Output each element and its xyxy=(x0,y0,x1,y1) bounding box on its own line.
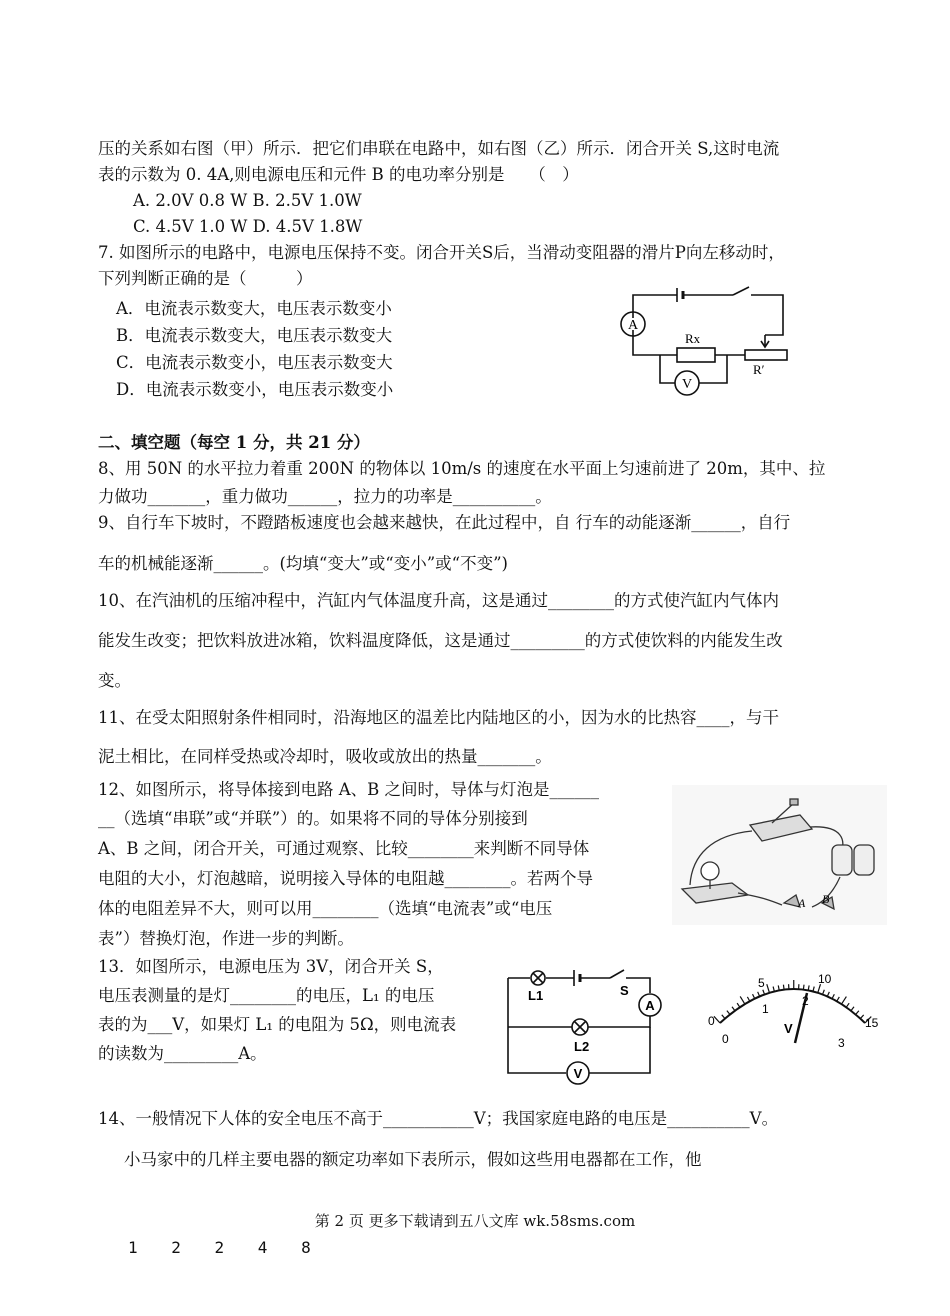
dial-tick xyxy=(860,1015,863,1019)
tick-lower-2: 2 xyxy=(802,994,809,1008)
dial-tick xyxy=(851,1007,854,1011)
svg-text:B: B xyxy=(822,892,830,906)
unit-label: V xyxy=(784,1021,793,1036)
dial-tick xyxy=(837,997,839,1001)
dial-tick xyxy=(823,990,825,995)
tick-lower-0: 0 xyxy=(722,1032,729,1046)
tick-lower-1: 1 xyxy=(762,1002,769,1016)
dial-tick xyxy=(803,985,804,990)
dial-tick xyxy=(832,994,834,998)
text-line: 小马家中的几样主要电器的额定功率如下表所示，假如这些用电器都在工作，他 xyxy=(124,1150,702,1169)
lamp2-label: L2 xyxy=(574,1039,590,1054)
text-line: 体的电阻差异不大，则可以用________（选填“电流表”或“电压 xyxy=(98,899,553,918)
dial-tick xyxy=(842,997,847,1005)
text-line: 电阻的大小，灯泡越暗，说明接入导体的电阻越________。若两个导 xyxy=(98,869,593,888)
page-number-sequence: 1 2 2 4 8 xyxy=(128,1238,323,1257)
circuit-diagram-q13 xyxy=(498,965,668,1085)
dial-tick xyxy=(767,984,770,993)
circuit-diagram-q7 xyxy=(615,285,795,405)
option-b: B．电流表示数变大，电压表示数变大 xyxy=(116,326,393,345)
text-line: 的读数为_________A。 xyxy=(98,1044,267,1063)
rheostat-label: R′ xyxy=(753,362,765,377)
text-line: 力做功_______，重力做功______，拉力的功率是__________。 xyxy=(98,487,552,506)
text-line: A、B 之间，闭合开关，可通过观察、比较________来判断不同导体 xyxy=(98,839,590,858)
text-line: 能发生改变；把饮料放进冰箱，饮料温度降低，这是通过_________的方式使饮料的内能发生改 xyxy=(98,631,783,650)
dial-tick xyxy=(714,1016,720,1023)
dial-tick xyxy=(753,994,755,998)
section-heading: 二、填空题（每空 1 分，共 21 分） xyxy=(98,433,370,452)
dial-tick xyxy=(856,1011,859,1015)
tick-upper-5: 5 xyxy=(758,976,765,990)
text-line: 压的关系如右图（甲）所示．把它们串联在电路中，如右图（乙）所示．闭合开关 S,这时电流 xyxy=(98,139,780,158)
page-footer: 第 2 页 更多下载请到五八文库 wk.58sms.com xyxy=(314,1212,636,1230)
question-7: 7. 如图所示的电路中，电源电压保持不变。闭合开关S后，当滑动变阻器的滑片P向左移动时， xyxy=(98,243,785,262)
question-11: 11、在受太阳照射条件相同时，沿海地区的温差比内陆地区的小，因为水的比热容____，与干 xyxy=(98,708,779,727)
option-a: A．电流表示数变大，电压表示数变小 xyxy=(116,299,392,318)
resistor-label: Rx xyxy=(685,331,701,346)
question-12: 12、如图所示，将导体接到电路 A、B 之间时，导体与灯泡是______ xyxy=(98,780,600,799)
question-9: 9、自行车下坡时，不蹬踏板速度也会越来越快，在此过程中，自 行车的动能逐渐______，自行 xyxy=(98,513,791,532)
option-line: A. 2.0V 0.8 W B. 2.5V 1.0W xyxy=(133,191,362,210)
dial-tick xyxy=(727,1011,730,1015)
dial-tick xyxy=(758,992,760,997)
question-10: 10、在汽油机的压缩冲程中，汽缸内气体温度升高，这是通过________的方式使汽缸内气体内 xyxy=(98,591,779,610)
tick-upper-0: 0 xyxy=(708,1014,715,1028)
dial-tick xyxy=(763,990,765,995)
question-13: 13．如图所示，电源电压为 3V，闭合开关 S， xyxy=(98,957,444,976)
option-d: D．电流表示数变小，电压表示数变小 xyxy=(116,380,394,399)
text-line: 下列判断正确的是（ ） xyxy=(98,269,313,288)
question-14: 14、一般情况下人体的安全电压不高于___________V；我国家庭电路的电压是__________V。 xyxy=(98,1109,779,1128)
voltmeter-label: V xyxy=(573,1066,583,1081)
dial-tick xyxy=(846,1003,849,1007)
ammeter-label: A xyxy=(645,998,655,1013)
dial-tick xyxy=(783,985,784,990)
ammeter-label: A xyxy=(627,318,639,333)
text-line: __（选填“串联”或“并联”）的。如果将不同的导体分别接到 xyxy=(98,809,528,828)
dial-tick xyxy=(732,1007,735,1011)
voltmeter-dial xyxy=(700,965,890,1055)
svg-text:A: A xyxy=(798,896,806,910)
apparatus-illustration-q12 xyxy=(672,785,887,925)
question-8: 8、用 50N 的水平拉力着重 200N 的物体以 10m/s 的速度在水平面上匀速前进了 20m，其中、拉 xyxy=(98,459,826,478)
dial-tick xyxy=(827,992,829,997)
voltmeter-label: V xyxy=(681,377,693,392)
dial-tick xyxy=(740,996,745,1004)
text-line: 表的示数为 0. 4A,则电源电压和元件 B 的电功率分别是 （ ） xyxy=(98,165,579,184)
text-line: 车的机械能逐渐______。(均填“变大”或“变小”或“不变”) xyxy=(98,554,508,573)
option-line: C. 4.5V 1.0 W D. 4.5V 1.8W xyxy=(133,217,363,236)
dial-tick xyxy=(747,997,749,1001)
text-line: 变。 xyxy=(98,671,131,690)
tick-upper-15: 15 xyxy=(865,1016,879,1030)
lamp1-label: L1 xyxy=(528,988,544,1003)
text-line: 泥土相比，在同样受热或冷却时，吸收或放出的热量_______。 xyxy=(98,747,552,766)
tick-upper-10: 10 xyxy=(818,972,832,986)
text-line: 表的为___V，如果灯 L₁ 的电阻为 5Ω，则电流表 xyxy=(98,1015,457,1034)
text-line: 电压表测量的是灯________的电压，L₁ 的电压 xyxy=(98,986,435,1005)
dial-tick xyxy=(722,1015,725,1019)
dial-tick xyxy=(737,1003,740,1007)
option-c: C．电流表示数变小，电压表示数变大 xyxy=(116,353,393,372)
text-line: 表”）替换灯泡，作进一步的判断。 xyxy=(98,929,354,948)
tick-lower-3: 3 xyxy=(838,1036,845,1050)
switch-label: S xyxy=(620,983,629,998)
